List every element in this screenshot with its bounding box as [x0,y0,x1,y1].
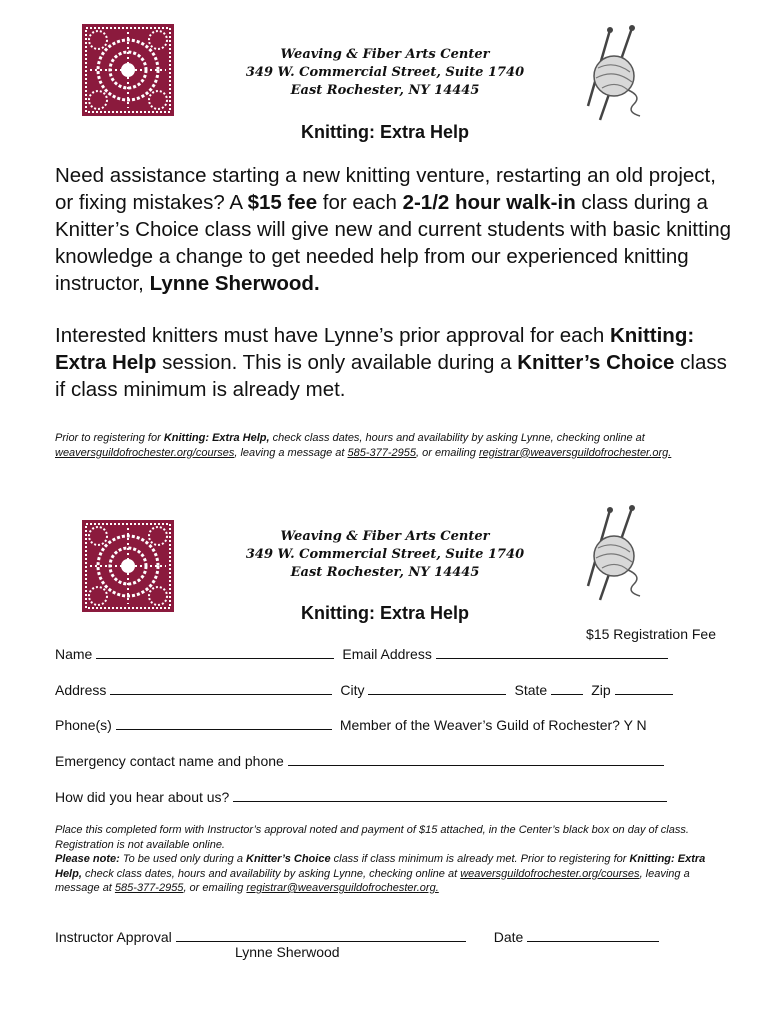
intro-text: Need assistance starting a new knitting venture, restarting an old project, or fixing mistakes? A [55,164,716,214]
email-label: Email Address [342,646,432,662]
please-note-session: Knitting: Extra Help, [55,853,706,880]
note-text: check class dates, hours and availability by asking Lynne, checking online at [269,432,645,444]
please-note-text: check class dates, hours and availability by asking Lynne, checking online at [81,867,461,880]
email-link[interactable]: registrar@weaversguildofrochester.org. [246,882,439,894]
name-label: Name [55,646,93,662]
city-label: City [340,682,365,698]
please-note-text: class if class minimum is already met. Prior to registering for [330,853,630,865]
approval-field[interactable] [176,927,466,942]
zip-field[interactable] [615,680,673,695]
address-label: Address [55,682,107,698]
org-header [0,46,770,100]
note-text: Prior to registering for [55,432,164,444]
org-street: 349 W. Commercial Street, Suite 1740 [245,547,525,562]
courses-link[interactable]: weaversguildofrochester.org/courses [55,446,235,459]
approval-text: class if class minimum is already met. [55,351,727,401]
zip-label: Zip [591,682,611,698]
approval-text: session. This is only available during a [156,351,518,374]
fee-text: $15 fee [247,191,318,214]
flyer-title: Knitting: Extra Help [300,122,469,142]
org-street: 349 W. Commercial Street, Suite 1740 [245,65,525,80]
approval-row [55,927,667,945]
member-question[interactable]: Member of the Weaver’s Guild of Rochester? Y N [339,717,647,733]
approval-label: Instructor Approval [55,929,172,945]
registration-fee: $15 Registration Fee [586,626,716,642]
place-instructions: Place this completed form with Instructor’s approval noted and payment of $15 attached, in the Center’s black box on day of class. Registration is not available online. [55,824,689,851]
emergency-row [55,751,672,769]
name-email-row [55,644,676,662]
email-field[interactable] [436,644,668,659]
form-instructions [55,823,725,896]
approval-text: Interested knitters must have Lynne’s prior approval for each [55,324,610,347]
org-header [0,528,770,582]
org-name: Weaving & Fiber Arts Center [280,47,490,62]
duration-text: 2-1/2 hour walk-in [402,191,576,214]
intro-paragraph [55,162,735,297]
approval-paragraph [55,322,735,403]
intro-text: for each [317,191,403,214]
org-city: East Rochester, NY 14445 [290,83,480,98]
org-city: East Rochester, NY 14445 [290,565,480,580]
note-text: , or emailing [416,446,479,459]
note-session: Knitting: Extra Help, [163,432,270,444]
referral-label: How did you hear about us? [55,789,230,805]
please-note [55,852,725,896]
please-note-label: Please note: [55,853,120,865]
emergency-field[interactable] [288,751,664,766]
emergency-label: Emergency contact name and phone [55,753,284,769]
please-note-text: To be used only during a [119,853,246,865]
yarn-ball-needles-icon [580,504,652,604]
phone-label: Phone(s) [55,717,112,733]
org-name: Weaving & Fiber Arts Center [280,529,490,544]
instructor-name: Lynne Sherwood. [149,272,320,295]
intro-text: class during a Knitter’s Choice class will give new and current students with basic knitting knowledge a change to get needed help from our experienced knitting instructor, [55,191,732,295]
registration-note [55,431,725,460]
please-note-text: , or emailing [183,882,247,894]
date-label: Date [493,929,524,945]
note-text: , leaving a message at [234,446,348,459]
phone-link[interactable]: 585-377-2955 [114,882,184,894]
date-field[interactable] [527,927,659,942]
class-name: Knitter’s Choice [517,351,675,374]
phone-field[interactable] [116,715,332,730]
courses-link[interactable]: weaversguildofrochester.org/courses [460,867,640,880]
please-note-class: Knitter’s Choice [246,853,331,865]
referral-row [55,787,675,805]
session-name: Knitting: Extra Help [55,324,695,374]
please-note-text: , leaving a message at [55,867,690,894]
address-row [55,680,681,698]
state-label: State [514,682,548,698]
yarn-ball-needles-icon [580,24,652,124]
email-link[interactable]: registrar@weaversguildofrochester.org. [478,446,672,459]
state-field[interactable] [551,680,583,695]
name-field[interactable] [96,644,334,659]
referral-field[interactable] [233,787,667,802]
city-field[interactable] [368,680,506,695]
instructor-signature-name: Lynne Sherwood [235,944,340,960]
phone-row [55,715,647,733]
address-field[interactable] [110,680,332,695]
form-title: Knitting: Extra Help [300,603,469,623]
phone-link[interactable]: 585-377-2955 [347,446,416,459]
